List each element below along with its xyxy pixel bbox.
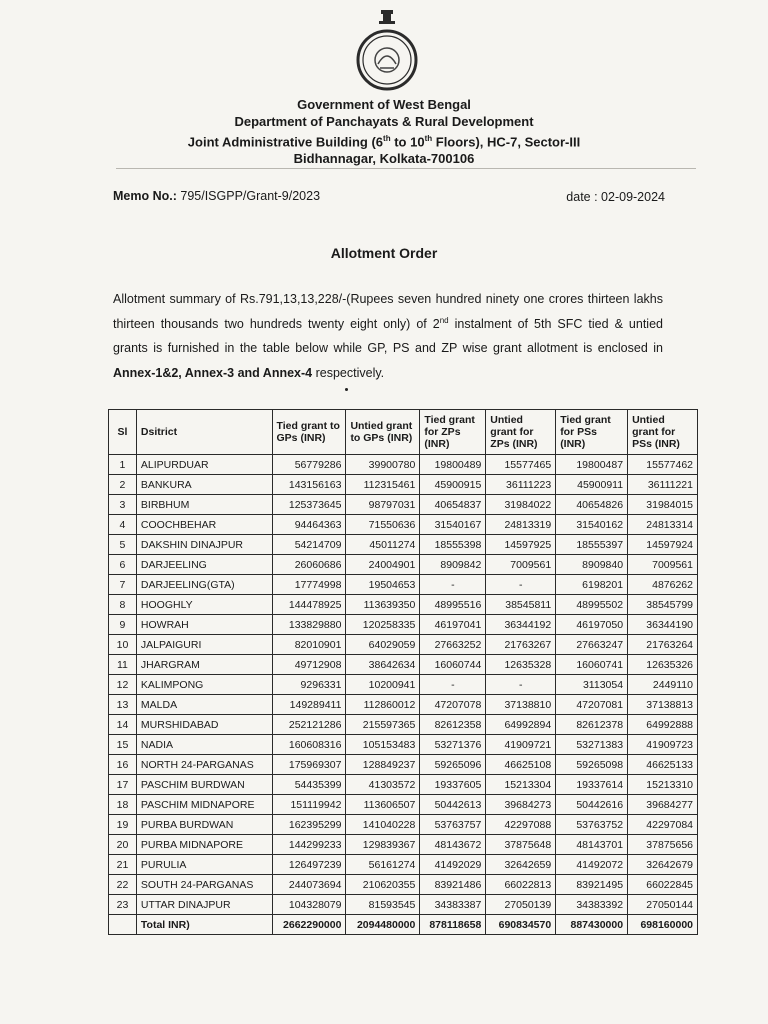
amount-cell: 12635328 [486,655,556,675]
amount-cell: 252121286 [272,715,346,735]
amount-cell: 64029059 [346,635,420,655]
amount-cell: 690834570 [486,915,556,935]
office-address: Joint Administrative Building (6th to 10th Floors), HC-7, Sector-III [187,134,581,150]
amount-cell: 15213304 [486,775,556,795]
amount-cell: 27050144 [628,895,698,915]
serial-cell: 4 [109,515,137,535]
amount-cell: 162395299 [272,815,346,835]
amount-cell: 7009561 [628,555,698,575]
district-cell: ALIPURDUAR [136,455,272,475]
amount-cell: 19800487 [556,455,628,475]
amount-cell: 53763757 [420,815,486,835]
amount-cell: 175969307 [272,755,346,775]
amount-cell: 31540162 [556,515,628,535]
amount-cell: 82612378 [556,715,628,735]
serial-cell: 13 [109,695,137,715]
amount-cell: 19337614 [556,775,628,795]
amount-cell: 32642659 [486,855,556,875]
amount-cell: 4876262 [628,575,698,595]
amount-cell: 27663247 [556,635,628,655]
table-row [109,515,698,535]
amount-cell: 36111221 [628,475,698,495]
amount-cell: 71550636 [346,515,420,535]
amount-cell: 129839367 [346,835,420,855]
district-cell: PURBA BURDWAN [136,815,272,835]
district-cell: PASCHIM BURDWAN [136,775,272,795]
district-cell: NADIA [136,735,272,755]
amount-cell: 144478925 [272,595,346,615]
amount-cell: 14597925 [486,535,556,555]
serial-cell: 3 [109,495,137,515]
letterhead [0,96,768,167]
amount-cell: 66022845 [628,875,698,895]
amount-cell: - [486,675,556,695]
amount-cell: 112315461 [346,475,420,495]
amount-cell: 42297084 [628,815,698,835]
amount-cell: 120258335 [346,615,420,635]
table-row [109,875,698,895]
district-cell: JALPAIGURI [136,635,272,655]
memo-date: date : 02-09-2024 [566,190,665,204]
amount-cell: 31540167 [420,515,486,535]
amount-cell: 105153483 [346,735,420,755]
amount-cell: 19504653 [346,575,420,595]
district-cell: Total INR) [136,915,272,935]
amount-cell: 32642679 [628,855,698,875]
amount-cell: 40654837 [420,495,486,515]
amount-cell: 21763264 [628,635,698,655]
serial-cell: 1 [109,455,137,475]
table-row [109,675,698,695]
amount-cell: 3113054 [556,675,628,695]
amount-cell: 45900911 [556,475,628,495]
amount-cell: 50442613 [420,795,486,815]
memo-number: Memo No.: 795/ISGPP/Grant-9/2023 [113,189,321,203]
amount-cell: 143156163 [272,475,346,495]
amount-cell: 66022813 [486,875,556,895]
city-address: Bidhannagar, Kolkata-700106 [293,151,475,167]
serial-cell: 23 [109,895,137,915]
amount-cell: 133829880 [272,615,346,635]
amount-cell: 27663252 [420,635,486,655]
amount-cell: 64992894 [486,715,556,735]
amount-cell: 126497239 [272,855,346,875]
amount-cell: 46197041 [420,615,486,635]
amount-cell: 39900780 [346,455,420,475]
amount-cell: 48995516 [420,595,486,615]
header-divider [116,168,696,169]
amount-cell: 47207078 [420,695,486,715]
amount-cell: 37875656 [628,835,698,855]
allotment-table [108,409,698,935]
amount-cell: 48143672 [420,835,486,855]
amount-cell: 16060741 [556,655,628,675]
amount-cell: 45900915 [420,475,486,495]
amount-cell: 82010901 [272,635,346,655]
amount-cell: 54435399 [272,775,346,795]
document-title: Allotment Order [330,245,438,261]
table-row [109,475,698,495]
serial-cell: 8 [109,595,137,615]
amount-cell: 37138810 [486,695,556,715]
amount-cell: 53271383 [556,735,628,755]
district-cell: MALDA [136,695,272,715]
amount-cell: 15577462 [628,455,698,475]
table-row [109,835,698,855]
district-cell: COOCHBEHAR [136,515,272,535]
district-cell: PASCHIM MIDNAPORE [136,795,272,815]
amount-cell: 149289411 [272,695,346,715]
district-cell: HOOGHLY [136,595,272,615]
amount-cell: 41492072 [556,855,628,875]
amount-cell: 244073694 [272,875,346,895]
amount-cell: 41909721 [486,735,556,755]
amount-cell: 42297088 [486,815,556,835]
amount-cell: 48143701 [556,835,628,855]
table-row [109,495,698,515]
district-cell: SOUTH 24-PARGANAS [136,875,272,895]
district-cell: BIRBHUM [136,495,272,515]
total-row [109,915,698,935]
district-cell: MURSHIDABAD [136,715,272,735]
amount-cell: 34383387 [420,895,486,915]
amount-cell: 210620355 [346,875,420,895]
amount-cell: 18555397 [556,535,628,555]
amount-cell: 38545799 [628,595,698,615]
table-row [109,455,698,475]
amount-cell: 27050139 [486,895,556,915]
amount-cell: 2449110 [628,675,698,695]
amount-cell: 48995502 [556,595,628,615]
amount-cell: 2662290000 [272,915,346,935]
serial-cell: 16 [109,755,137,775]
table-row [109,795,698,815]
amount-cell: 98797031 [346,495,420,515]
amount-cell: 37138813 [628,695,698,715]
table-row [109,635,698,655]
column-header: Untied grant for PSs (INR) [628,410,698,455]
district-cell: JHARGRAM [136,655,272,675]
district-cell: DAKSHIN DINAJPUR [136,535,272,555]
amount-cell: 113606507 [346,795,420,815]
amount-cell: 215597365 [346,715,420,735]
govt-name: Government of West Bengal [297,97,471,112]
district-cell: DARJEELING [136,555,272,575]
amount-cell: 53763752 [556,815,628,835]
table-row [109,575,698,595]
table-row [109,775,698,795]
serial-cell: 6 [109,555,137,575]
amount-cell: 31984015 [628,495,698,515]
amount-cell: 18555398 [420,535,486,555]
amount-cell: 83921495 [556,875,628,895]
table-row [109,855,698,875]
amount-cell: 36111223 [486,475,556,495]
column-header: Untied grant to GPs (INR) [346,410,420,455]
table-row [109,615,698,635]
amount-cell: 37875648 [486,835,556,855]
amount-cell: 887430000 [556,915,628,935]
serial-cell: 18 [109,795,137,815]
district-cell: PURBA MIDNAPORE [136,835,272,855]
amount-cell: 141040228 [346,815,420,835]
amount-cell: 41303572 [346,775,420,795]
serial-cell: 19 [109,815,137,835]
amount-cell: 41492029 [420,855,486,875]
district-cell: NORTH 24-PARGANAS [136,755,272,775]
amount-cell: 50442616 [556,795,628,815]
amount-cell: 31984022 [486,495,556,515]
serial-cell: 7 [109,575,137,595]
amount-cell: 14597924 [628,535,698,555]
summary-paragraph: Allotment summary of Rs.791,13,13,228/-(Rupees seven hundred ninety one crores thirteen lakhs thirteen thousands two hundreds twenty eight only) of 2nd instalment of 5th SFC tied & untied grants is furnished in the table below while GP, PS and ZP wise grant allotment is enclosed in Annex-1&2, Annex-3 and Annex-4 respectively. [113,292,663,380]
table-row [109,535,698,555]
amount-cell: 878118658 [420,915,486,935]
amount-cell: 83921486 [420,875,486,895]
amount-cell: 64992888 [628,715,698,735]
serial-cell: 9 [109,615,137,635]
state-emblem-icon [356,8,418,92]
table-row [109,555,698,575]
amount-cell: 2094480000 [346,915,420,935]
amount-cell: 24004901 [346,555,420,575]
amount-cell: 39684273 [486,795,556,815]
amount-cell: 45011274 [346,535,420,555]
column-header: Sl [109,410,137,455]
amount-cell: 46625108 [486,755,556,775]
column-header: Tied grant for ZPs (INR) [420,410,486,455]
amount-cell: 40654826 [556,495,628,515]
amount-cell: 56161274 [346,855,420,875]
serial-cell: 2 [109,475,137,495]
amount-cell: 6198201 [556,575,628,595]
amount-cell: 46197050 [556,615,628,635]
amount-cell: 160608316 [272,735,346,755]
table-row [109,735,698,755]
district-cell: DARJEELING(GTA) [136,575,272,595]
amount-cell: 82612358 [420,715,486,735]
amount-cell: 53271376 [420,735,486,755]
amount-cell: 12635326 [628,655,698,675]
amount-cell: 19337605 [420,775,486,795]
amount-cell: 56779286 [272,455,346,475]
district-cell: BANKURA [136,475,272,495]
serial-cell: 11 [109,655,137,675]
table-header-row [109,410,698,455]
table-row [109,655,698,675]
amount-cell: - [420,675,486,695]
amount-cell: 698160000 [628,915,698,935]
amount-cell: 16060744 [420,655,486,675]
amount-cell: 15213310 [628,775,698,795]
district-cell: UTTAR DINAJPUR [136,895,272,915]
amount-cell: 59265098 [556,755,628,775]
amount-cell: 26060686 [272,555,346,575]
amount-cell: 104328079 [272,895,346,915]
amount-cell: 128849237 [346,755,420,775]
amount-cell: 46625133 [628,755,698,775]
amount-cell: 17774998 [272,575,346,595]
table-row [109,815,698,835]
amount-cell: 112860012 [346,695,420,715]
serial-cell: 12 [109,675,137,695]
amount-cell: 94464363 [272,515,346,535]
amount-cell: 21763267 [486,635,556,655]
amount-cell: 8909842 [420,555,486,575]
amount-cell: 41909723 [628,735,698,755]
amount-cell: - [420,575,486,595]
amount-cell: 125373645 [272,495,346,515]
amount-cell: 151119942 [272,795,346,815]
amount-cell: 38545811 [486,595,556,615]
table-row [109,715,698,735]
serial-cell: 5 [109,535,137,555]
amount-cell: 36344190 [628,615,698,635]
department-name: Department of Panchayats & Rural Development [234,114,534,129]
column-header: Tied grant for PSs (INR) [556,410,628,455]
serial-cell [109,915,137,935]
column-header: Untied grant for ZPs (INR) [486,410,556,455]
serial-cell: 22 [109,875,137,895]
amount-cell: 34383392 [556,895,628,915]
amount-cell: 19800489 [420,455,486,475]
amount-cell: 38642634 [346,655,420,675]
stray-mark [345,388,348,391]
column-header: Dsitrict [136,410,272,455]
amount-cell: 24813314 [628,515,698,535]
amount-cell: 144299233 [272,835,346,855]
district-cell: HOWRAH [136,615,272,635]
amount-cell: - [486,575,556,595]
column-header: Tied grant to GPs (INR) [272,410,346,455]
table-row [109,695,698,715]
amount-cell: 24813319 [486,515,556,535]
amount-cell: 8909840 [556,555,628,575]
amount-cell: 36344192 [486,615,556,635]
amount-cell: 113639350 [346,595,420,615]
serial-cell: 10 [109,635,137,655]
district-cell: KALIMPONG [136,675,272,695]
amount-cell: 39684277 [628,795,698,815]
serial-cell: 14 [109,715,137,735]
table-row [109,895,698,915]
serial-cell: 21 [109,855,137,875]
table-row [109,595,698,615]
table-row [109,755,698,775]
serial-cell: 17 [109,775,137,795]
amount-cell: 81593545 [346,895,420,915]
amount-cell: 59265096 [420,755,486,775]
amount-cell: 47207081 [556,695,628,715]
amount-cell: 10200941 [346,675,420,695]
serial-cell: 20 [109,835,137,855]
serial-cell: 15 [109,735,137,755]
amount-cell: 54214709 [272,535,346,555]
amount-cell: 49712908 [272,655,346,675]
amount-cell: 15577465 [486,455,556,475]
district-cell: PURULIA [136,855,272,875]
amount-cell: 7009561 [486,555,556,575]
amount-cell: 9296331 [272,675,346,695]
